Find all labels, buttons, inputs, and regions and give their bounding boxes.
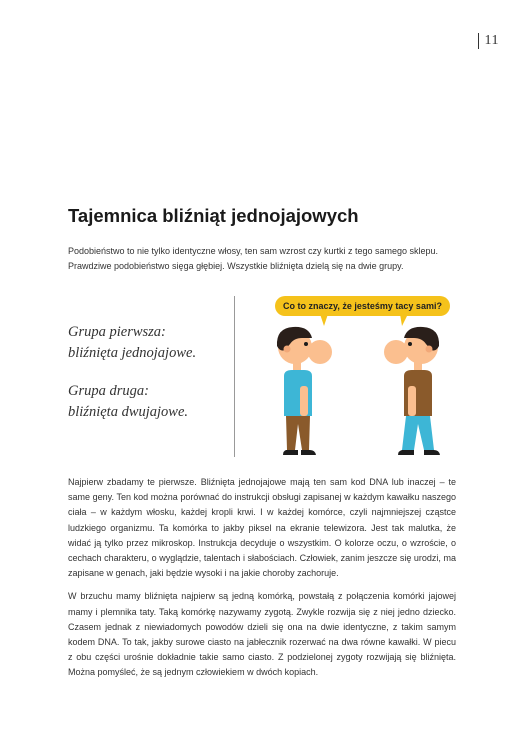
group-fraternal [68, 381, 218, 423]
group-fraternal-heading: Grupa druga: [68, 383, 149, 399]
body-paragraph-2: W brzuchu mamy bliźnięta najpierw są jedną komórką, powstałą z połączenia komórki jajowej mamy i plemnika taty. Taką komórkę nazywamy zygotą. Zwykle rozwija się z niej jedno dziecko. Czasem jednak z niewiadomych powodów dzieli się ona na dwie identyczne, z takim samym kodem DNA. To tak, jakby surowe ciasto na jabłecznik rozerwać na dwa równe kawałki. W piecu z obu części urośnie dokładnie takie samo ciasto. Z podzielonej zygoty rozwijają się bliźnięta. Można pomyśleć, że są jednym człowiekiem w dwóch kopiach. [68, 591, 456, 678]
twins-illustration [262, 292, 462, 464]
group-identical-label: bliźnięta jednojajowe. [68, 345, 197, 361]
twin-groups [68, 322, 218, 440]
intro-paragraph: Podobieństwo to nie tylko identyczne włosy, ten sam wzrost czy kurtki z tego samego sklepu. Prawdziwe podobieństwo sięga głębiej. Wszystkie bliźnięta dzielą się na dwie grupy. [68, 246, 439, 271]
body-text [68, 475, 456, 689]
speech-bubble [275, 296, 450, 316]
group-identical-heading: Grupa pierwsza: [68, 324, 166, 340]
page-number-value: 11 [484, 33, 499, 48]
left-twin-figure [277, 327, 332, 455]
group-fraternal-label: bliźnięta dwujajowe. [68, 404, 189, 420]
divider-line [234, 296, 235, 457]
chapter-title: Tajemnica bliźniąt jednojajowych [68, 205, 359, 226]
group-identical [68, 322, 218, 364]
body-paragraph-1: Najpierw zbadamy te pierwsze. Bliźnięta jednojajowe mają ten sam kod DNA lub inaczej – te same geny. Ten kod można porównać do instrukcji obsługi zapisanej w każdym kawałku naszego ciała – w każdym włosku, każdej kropli krwi. I w każdej komórce, czyli najmniejszej cząstce ludzkiego organizmu. Ta komórka to jakby piksel na ekranie telewizora. Jest tak malutka, że widać ją tylko przez mikroskop. Instrukcja decyduje o wszystkim. O kolorze oczu, o wzroście, o cechach charakteru, o wyglądzie, talentach i słabościach. Człowiek, zanim jeszcze się urodzi, ma zapisane w genach, jaki będzie wysoki i na jakie choroby zachoruje. [68, 477, 456, 579]
right-twin-figure [384, 327, 440, 455]
speech-bubble-text: Co to znaczy, że jesteśmy tacy sami? [283, 301, 442, 311]
page-number [478, 33, 499, 49]
page-number-divider [478, 33, 479, 49]
